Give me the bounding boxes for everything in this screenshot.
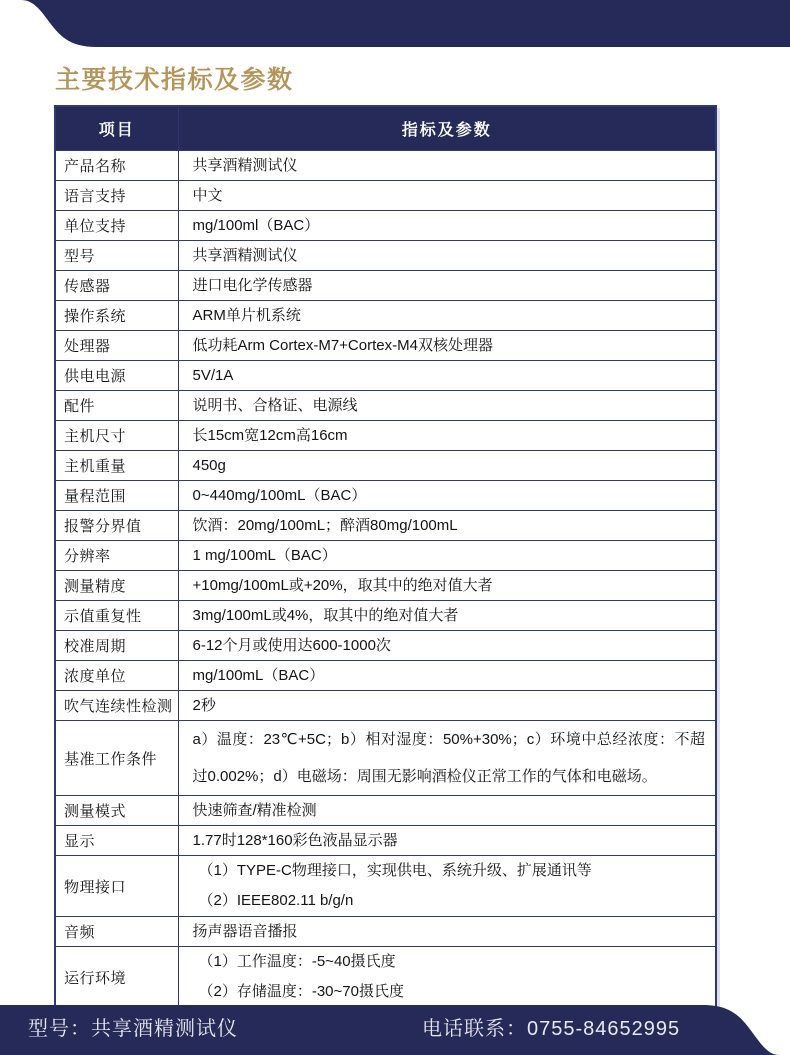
page-title: 主要技术指标及参数 bbox=[55, 66, 294, 94]
table-row bbox=[55, 481, 716, 511]
table-row bbox=[55, 856, 716, 917]
spec-value-line: （2）存储温度：-30~70摄氏度 bbox=[198, 983, 404, 1000]
header-item: 项目 bbox=[55, 106, 178, 151]
spec-value-line: 进口电化学传感器 bbox=[192, 277, 313, 294]
spec-label: 处理器 bbox=[55, 331, 178, 361]
spec-value bbox=[178, 856, 716, 917]
spec-label: 传感器 bbox=[55, 271, 178, 301]
spec-label: 供电电源 bbox=[55, 361, 178, 391]
spec-value-line: 1.77时128*160彩色液晶显示器 bbox=[192, 832, 398, 849]
spec-value bbox=[178, 151, 716, 181]
spec-value-line: 快速筛查/精准检测 bbox=[192, 802, 317, 819]
spec-value bbox=[178, 947, 716, 1009]
spec-label: 显示 bbox=[55, 826, 178, 856]
spec-label: 主机尺寸 bbox=[55, 421, 178, 451]
spec-value bbox=[178, 421, 716, 451]
table-row bbox=[55, 361, 716, 391]
spec-value-line: 共享酒精测试仪 bbox=[192, 157, 298, 174]
spec-value bbox=[178, 451, 716, 481]
spec-value-line: 3mg/100mL或4%，取其中的绝对值大者 bbox=[192, 607, 459, 624]
table-row bbox=[55, 571, 716, 601]
table-header-row bbox=[55, 106, 716, 151]
spec-value bbox=[178, 361, 716, 391]
spec-value-line: 1 mg/100mL（BAC） bbox=[192, 547, 337, 564]
spec-value bbox=[178, 691, 716, 721]
spec-value-line: （1）工作温度：-5~40摄氏度 bbox=[198, 953, 396, 970]
spec-label: 校准周期 bbox=[55, 631, 178, 661]
footer-phone-label: 电话联系：0755-84652995 bbox=[422, 1018, 681, 1040]
spec-label: 型号 bbox=[55, 241, 178, 271]
table-row bbox=[55, 181, 716, 211]
spec-value-line: mg/100mL（BAC） bbox=[192, 667, 325, 684]
spec-label: 运行环境 bbox=[55, 947, 178, 1009]
spec-value bbox=[178, 631, 716, 661]
spec-label: 单位支持 bbox=[55, 211, 178, 241]
header-value: 指标及参数 bbox=[178, 106, 716, 151]
spec-label: 测量模式 bbox=[55, 796, 178, 826]
spec-value bbox=[178, 661, 716, 691]
table-row bbox=[55, 691, 716, 721]
table-row bbox=[55, 947, 716, 1009]
spec-value-line: 6-12个月或使用达600-1000次 bbox=[192, 637, 391, 654]
table-row bbox=[55, 271, 716, 301]
spec-value-line: a）温度：23℃+5C；b）相对湿度：50%+30%；c）环境中总经浓度：不超过0.002%；d）电磁场：周围无影响酒检仪正常工作的气体和电磁场。 bbox=[192, 731, 705, 785]
spec-value bbox=[178, 391, 716, 421]
spec-value-line: 450g bbox=[192, 457, 226, 474]
table-row bbox=[55, 541, 716, 571]
spec-value-line: 饮酒：20mg/100mL；醉酒80mg/100mL bbox=[192, 517, 458, 534]
spec-value bbox=[178, 181, 716, 211]
spec-value-line: 5V/1A bbox=[192, 367, 234, 384]
spec-label: 音频 bbox=[55, 917, 178, 947]
spec-value-line: 说明书、合格证、电源线 bbox=[192, 397, 358, 414]
spec-value-line: 扬声器语音播报 bbox=[192, 923, 298, 940]
spec-value-line: +10mg/100mL或+20%，取其中的绝对值大者 bbox=[192, 577, 493, 594]
spec-label: 测量精度 bbox=[55, 571, 178, 601]
spec-label: 配件 bbox=[55, 391, 178, 421]
spec-label: 语言支持 bbox=[55, 181, 178, 211]
table-row bbox=[55, 721, 716, 796]
table-row bbox=[55, 451, 716, 481]
spec-value bbox=[178, 331, 716, 361]
spec-table-body bbox=[55, 151, 716, 1009]
spec-label: 分辨率 bbox=[55, 541, 178, 571]
spec-label: 量程范围 bbox=[55, 481, 178, 511]
spec-value-line: 共享酒精测试仪 bbox=[192, 247, 298, 264]
spec-value-line: 0~440mg/100mL（BAC） bbox=[192, 487, 367, 504]
table-row bbox=[55, 631, 716, 661]
footer-model-label: 型号：共享酒精测试仪 bbox=[28, 1018, 238, 1040]
spec-value bbox=[178, 796, 716, 826]
table-row bbox=[55, 826, 716, 856]
spec-value bbox=[178, 601, 716, 631]
table-row bbox=[55, 151, 716, 181]
table-row bbox=[55, 796, 716, 826]
spec-value bbox=[178, 211, 716, 241]
spec-value bbox=[178, 541, 716, 571]
spec-label: 吹气连续性检测 bbox=[55, 691, 178, 721]
spec-value-line: mg/100ml（BAC） bbox=[192, 217, 320, 234]
spec-value bbox=[178, 511, 716, 541]
spec-value bbox=[178, 721, 716, 796]
spec-value-line: 中文 bbox=[192, 187, 223, 204]
spec-value-line: （1）TYPE-C物理接口，实现供电、系统升级、扩展通讯等 bbox=[198, 862, 592, 879]
spec-value bbox=[178, 241, 716, 271]
spec-value bbox=[178, 271, 716, 301]
top-banner-shape bbox=[0, 0, 790, 48]
table-row bbox=[55, 241, 716, 271]
spec-label: 物理接口 bbox=[55, 856, 178, 917]
spec-label: 示值重复性 bbox=[55, 601, 178, 631]
table-row bbox=[55, 421, 716, 451]
table-row bbox=[55, 301, 716, 331]
spec-label: 操作系统 bbox=[55, 301, 178, 331]
spec-table bbox=[54, 105, 717, 1009]
spec-label: 报警分界值 bbox=[55, 511, 178, 541]
spec-value-line: ARM单片机系统 bbox=[192, 307, 301, 324]
spec-value bbox=[178, 301, 716, 331]
spec-value-line: 低功耗Arm Cortex-M7+Cortex-M4双核处理器 bbox=[192, 337, 493, 354]
table-row bbox=[55, 917, 716, 947]
spec-value bbox=[178, 826, 716, 856]
spec-value-line: 长15cm宽12cm高16cm bbox=[192, 427, 348, 444]
spec-label: 基准工作条件 bbox=[55, 721, 178, 796]
spec-label: 产品名称 bbox=[55, 151, 178, 181]
spec-value-line: （2）IEEE802.11 b/g/n bbox=[198, 892, 354, 909]
table-row bbox=[55, 601, 716, 631]
table-row bbox=[55, 661, 716, 691]
table-row bbox=[55, 391, 716, 421]
spec-value bbox=[178, 571, 716, 601]
spec-value bbox=[178, 917, 716, 947]
spec-value-line: 2秒 bbox=[192, 697, 216, 714]
table-row bbox=[55, 211, 716, 241]
table-row bbox=[55, 331, 716, 361]
table-row bbox=[55, 511, 716, 541]
spec-label: 主机重量 bbox=[55, 451, 178, 481]
spec-value bbox=[178, 481, 716, 511]
spec-label: 浓度单位 bbox=[55, 661, 178, 691]
